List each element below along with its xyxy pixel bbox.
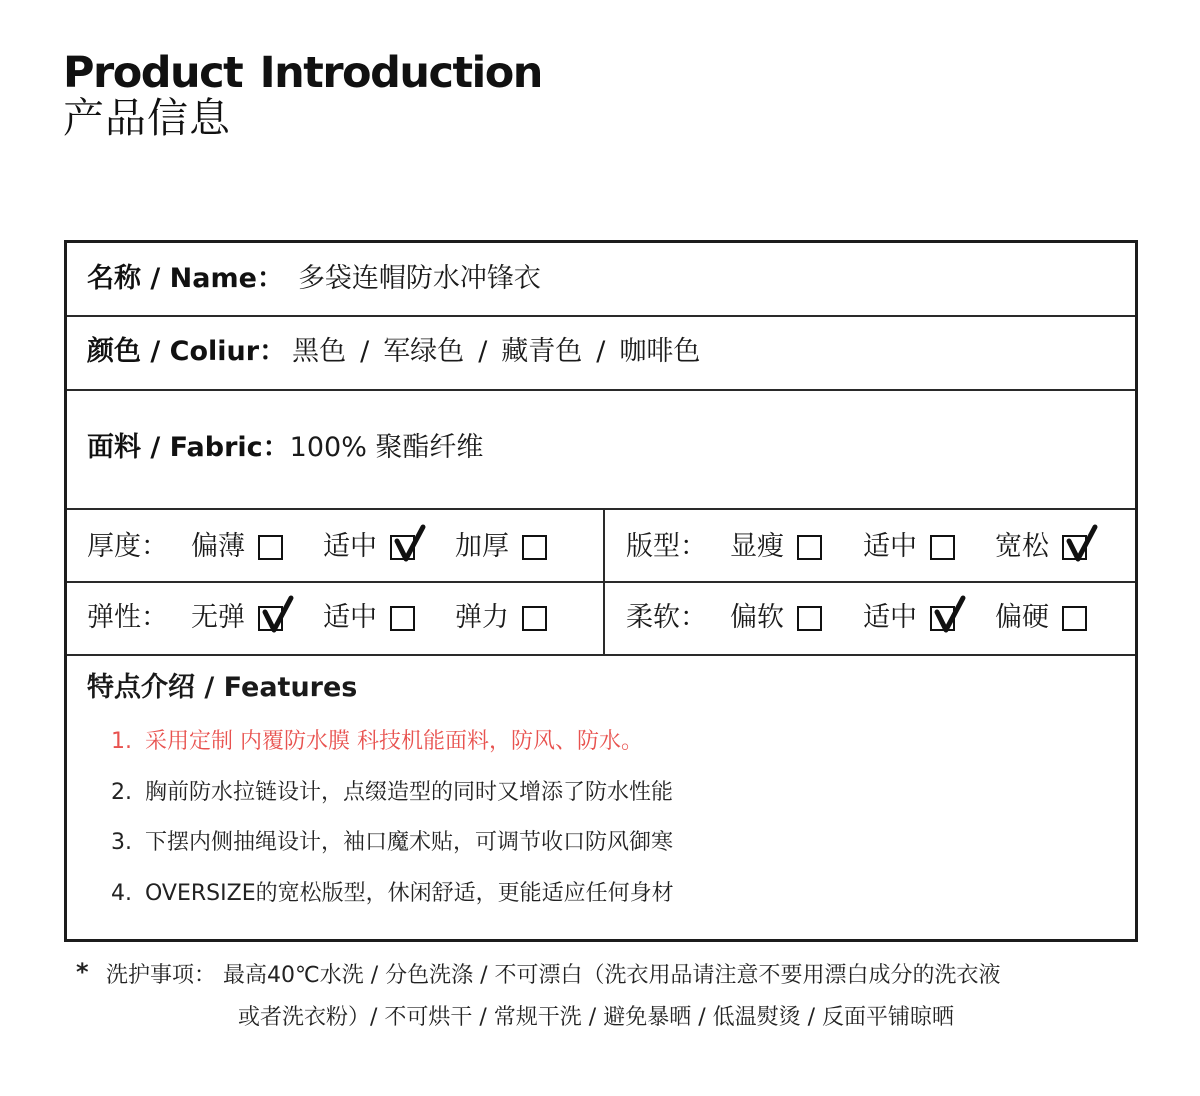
row-divider bbox=[67, 654, 1135, 656]
checkbox-slim[interactable] bbox=[797, 535, 822, 560]
feature-item bbox=[111, 778, 673, 808]
fit-option-slim: 显瘦 bbox=[730, 531, 784, 562]
elasticity-option-none: 无弹 bbox=[191, 602, 245, 633]
softness-option-soft: 偏软 bbox=[730, 602, 784, 633]
checkbox-medium-stretch[interactable] bbox=[390, 606, 415, 631]
feature-number: 4. bbox=[111, 881, 132, 906]
checkbox-thick[interactable] bbox=[522, 535, 547, 560]
fabric-label: 面料 / Fabric： bbox=[87, 432, 290, 463]
color-label: 颜色 / Coliur： bbox=[87, 336, 287, 367]
thickness-option-thin: 偏薄 bbox=[191, 531, 245, 562]
color-row bbox=[87, 335, 700, 369]
elasticity-label: 弹性： bbox=[87, 602, 168, 633]
color-option: 黑色 bbox=[292, 336, 347, 367]
checkbox-regular-fit[interactable] bbox=[930, 535, 955, 560]
feature-item bbox=[111, 828, 673, 858]
fit-option-regular: 适中 bbox=[863, 531, 917, 562]
softness-label: 柔软： bbox=[626, 602, 707, 633]
color-separator: / bbox=[478, 336, 488, 367]
care-line-2: 或者洗衣粉）/ 不可烘干 / 常规干洗 / 避免暴晒 / 低温熨烫 / 反面平铺晾晒 bbox=[238, 1005, 955, 1030]
checkbox-no-stretch[interactable] bbox=[258, 606, 283, 631]
care-line-1: 洗护事项： 最高40℃水洗 / 分色洗涤 / 不可漂白（洗衣用品请注意不要用漂白成分的洗衣液 bbox=[106, 963, 1001, 988]
checkmark-icon bbox=[262, 596, 294, 636]
color-option: 咖啡色 bbox=[619, 336, 701, 367]
color-option: 军绿色 bbox=[383, 336, 465, 367]
color-separator: / bbox=[596, 336, 606, 367]
checkbox-thin[interactable] bbox=[258, 535, 283, 560]
elasticity-option-stretch: 弹力 bbox=[455, 602, 509, 633]
feature-item bbox=[111, 727, 643, 757]
fabric-value: 100% 聚酯纤维 bbox=[289, 432, 484, 463]
softness-option-hard: 偏硬 bbox=[995, 602, 1049, 633]
softness-option-medium: 适中 bbox=[863, 602, 917, 633]
checkbox-stretch[interactable] bbox=[522, 606, 547, 631]
checkbox-loose[interactable] bbox=[1062, 535, 1087, 560]
feature-text: 采用定制 内覆防水膜 科技机能面料，防风、防水。 bbox=[145, 729, 643, 754]
row-divider bbox=[67, 508, 1135, 510]
thickness-option-thick: 加厚 bbox=[455, 531, 509, 562]
checkmark-icon bbox=[1066, 525, 1098, 565]
asterisk-icon: * bbox=[76, 958, 89, 986]
feature-number: 1. bbox=[111, 729, 132, 754]
checkbox-soft[interactable] bbox=[797, 606, 822, 631]
fabric-row bbox=[87, 431, 483, 465]
color-separator: / bbox=[360, 336, 370, 367]
feature-text: OVERSIZE的宽松版型，休闲舒适，更能适应任何身材 bbox=[145, 881, 674, 906]
checkmark-icon bbox=[394, 525, 426, 565]
thickness-label: 厚度： bbox=[87, 531, 168, 562]
product-info-table bbox=[64, 240, 1138, 942]
checkbox-hard[interactable] bbox=[1062, 606, 1087, 631]
feature-text: 胸前防水拉链设计，点缀造型的同时又增添了防水性能 bbox=[145, 780, 674, 805]
thickness-option-medium: 适中 bbox=[323, 531, 377, 562]
name-row bbox=[87, 262, 541, 296]
column-divider bbox=[603, 508, 605, 656]
name-label: 名称 / Name： bbox=[87, 263, 284, 294]
feature-item bbox=[111, 879, 674, 909]
feature-number: 3. bbox=[111, 830, 132, 855]
color-option: 藏青色 bbox=[501, 336, 583, 367]
features-title: 特点介绍 / Features bbox=[87, 672, 358, 703]
name-value: 多袋连帽防水冲锋衣 bbox=[297, 263, 541, 294]
fit-label: 版型： bbox=[626, 531, 707, 562]
row-divider bbox=[67, 581, 1135, 583]
checkmark-icon bbox=[934, 596, 966, 636]
title-english: Product Introduction bbox=[63, 48, 542, 98]
feature-number: 2. bbox=[111, 780, 132, 805]
checkbox-medium-soft[interactable] bbox=[930, 606, 955, 631]
feature-text: 下摆内侧抽绳设计，袖口魔术贴，可调节收口防风御寒 bbox=[145, 830, 674, 855]
fit-option-loose: 宽松 bbox=[995, 531, 1049, 562]
checkbox-medium-thickness[interactable] bbox=[390, 535, 415, 560]
title-chinese: 产品信息 bbox=[63, 94, 231, 142]
row-divider bbox=[67, 389, 1135, 391]
page-header bbox=[63, 50, 542, 140]
row-divider bbox=[67, 315, 1135, 317]
elasticity-option-medium: 适中 bbox=[323, 602, 377, 633]
